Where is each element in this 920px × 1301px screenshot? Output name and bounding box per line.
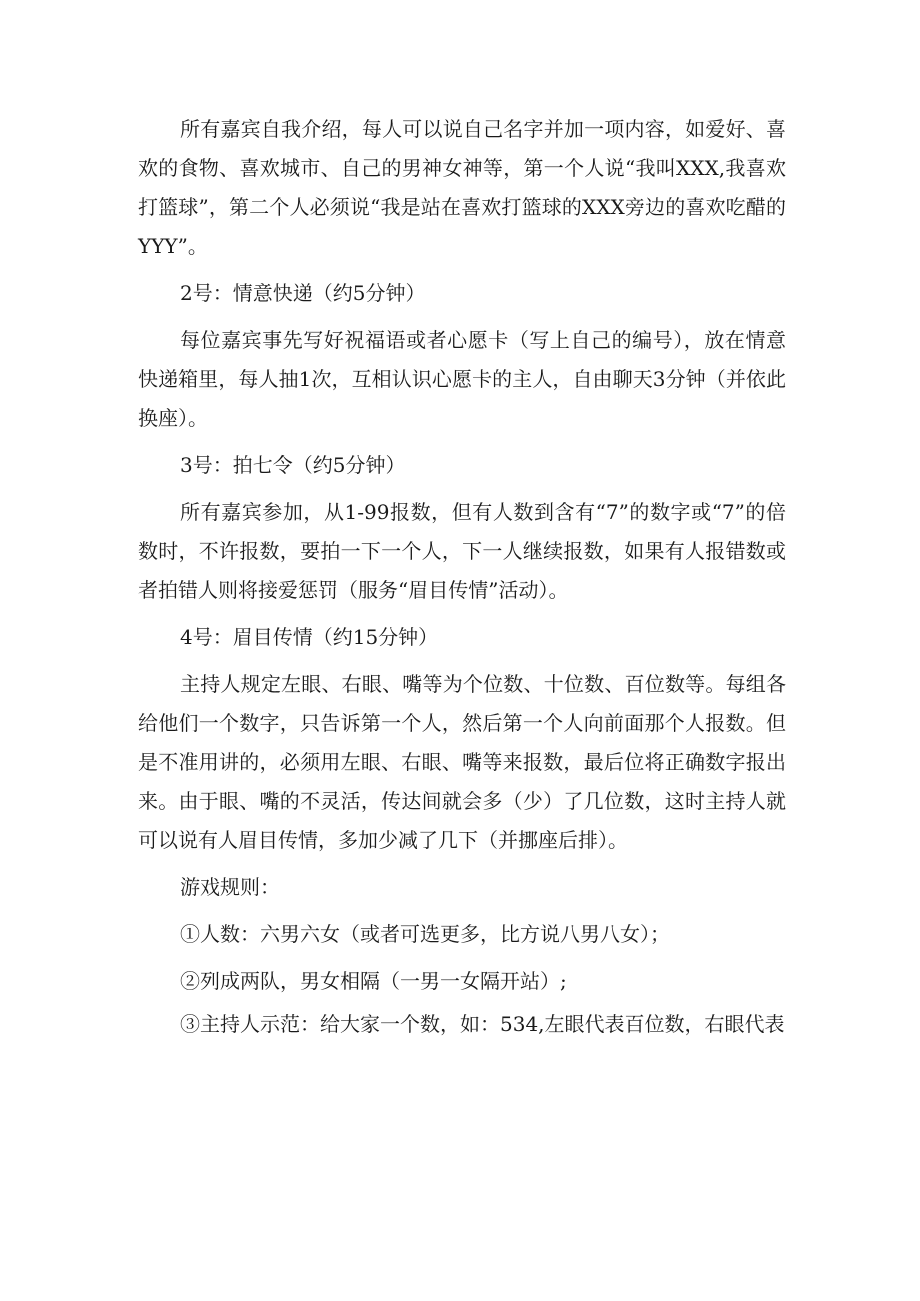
heading-game-2: 2号：情意快递（约5分钟）	[180, 281, 426, 305]
rule-item-1: ①人数：六男六女（或者可选更多，比方说八男八女）；	[180, 922, 670, 946]
heading-game-rules: 游戏规则：	[180, 875, 280, 899]
heading-game-3: 3号：拍七令（约5分钟）	[180, 453, 406, 477]
paragraph-game-3: 所有嘉宾参加，从1-99报数，但有人数到含有“7”的数字或“7”的倍数时，不许报数，要拍一下一个人，下一人继续报数，如果有人报错数或者拍错人则将接爱惩罚（服务“眉目传情”活动）。	[138, 500, 786, 602]
rule-item-3: ③主持人示范：给大家一个数，如：534,左眼代表百位数，右眼代表	[180, 1012, 785, 1036]
heading-game-4: 4号：眉目传情（约15分钟）	[180, 625, 439, 649]
paragraph-intro-game: 所有嘉宾自我介绍，每人可以说自己名字并加一项内容，如爱好、喜欢的食物、喜欢城市、自己的男神女神等，第一个人说“我叫XXX,我喜欢打篮球”，第二个人必须说“我是站在喜欢打篮球的XXX旁边的喜欢吃醋的YYY”。	[138, 117, 786, 258]
rule-item-2: ②列成两队，男女相隔（一男一女隔开站）;	[180, 969, 567, 993]
paragraph-game-4: 主持人规定左眼、右眼、嘴等为个位数、十位数、百位数等。每组各给他们一个数字，只告诉第一个人，然后第一个人向前面那个人报数。但是不准用讲的，必须用左眼、右眼、嘴等来报数，最后位将正确数字报出来。由于眼、嘴的不灵活，传达间就会多（少）了几位数，这时主持人就可以说有人眉目传情，多加少减了几下（并挪座后排）。	[138, 672, 786, 852]
paragraph-game-2: 每位嘉宾事先写好祝福语或者心愿卡（写上自己的编号），放在情意快递箱里，每人抽1次，互相认识心愿卡的主人，自由聊天3分钟（并依此换座）。	[138, 328, 786, 430]
document-body	[138, 110, 786, 1044]
